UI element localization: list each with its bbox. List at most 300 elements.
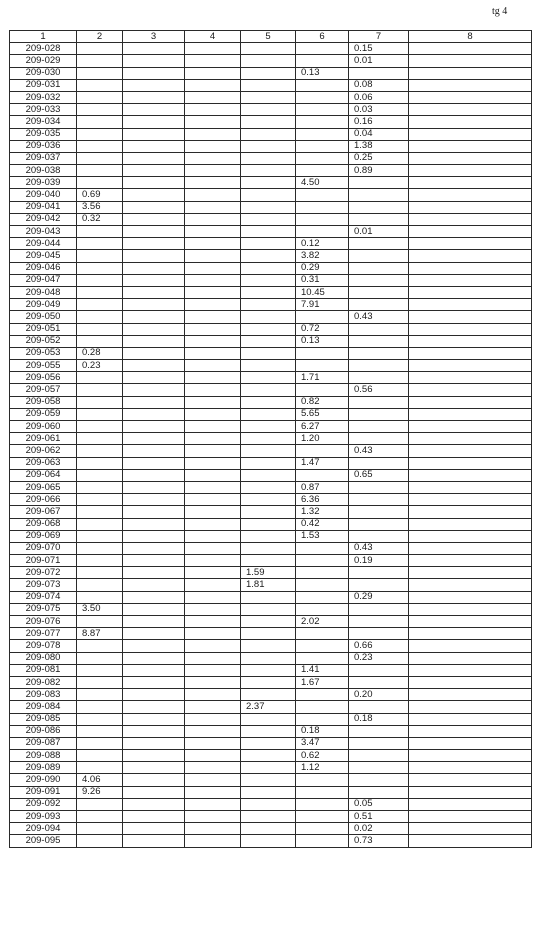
value-cell	[123, 481, 185, 493]
value-cell	[123, 104, 185, 116]
value-cell	[123, 286, 185, 298]
value-cell	[409, 445, 532, 457]
value-cell	[241, 591, 296, 603]
table-row	[10, 798, 532, 810]
row-id-cell: 209-066	[10, 494, 77, 506]
table-row	[10, 689, 532, 701]
table-row	[10, 347, 532, 359]
value-cell: 0.13	[296, 67, 349, 79]
table-row	[10, 396, 532, 408]
value-cell	[296, 213, 349, 225]
table-row	[10, 628, 532, 640]
value-cell	[123, 676, 185, 688]
value-cell	[77, 140, 123, 152]
value-cell	[185, 140, 241, 152]
value-cell	[349, 213, 409, 225]
value-cell	[241, 360, 296, 372]
table-row	[10, 603, 532, 615]
value-cell: 0.13	[296, 335, 349, 347]
value-cell	[77, 165, 123, 177]
table-row	[10, 640, 532, 652]
value-cell	[241, 469, 296, 481]
value-cell	[185, 835, 241, 847]
value-cell: 1.53	[296, 530, 349, 542]
value-cell	[185, 43, 241, 55]
value-cell: 0.73	[349, 835, 409, 847]
value-cell	[123, 725, 185, 737]
value-cell	[349, 506, 409, 518]
table-row	[10, 567, 532, 579]
value-cell	[77, 79, 123, 91]
value-cell	[241, 713, 296, 725]
row-id-cell: 209-046	[10, 262, 77, 274]
value-cell	[409, 713, 532, 725]
value-cell	[123, 591, 185, 603]
value-cell: 0.43	[349, 311, 409, 323]
value-cell	[349, 274, 409, 286]
header-row	[10, 31, 532, 43]
table-row	[10, 360, 532, 372]
value-cell	[241, 311, 296, 323]
value-cell	[296, 91, 349, 103]
value-cell	[123, 165, 185, 177]
value-cell	[185, 91, 241, 103]
value-cell: 0.62	[296, 750, 349, 762]
value-cell	[409, 274, 532, 286]
table-row	[10, 518, 532, 530]
value-cell	[77, 311, 123, 323]
value-cell	[185, 640, 241, 652]
value-cell	[241, 835, 296, 847]
value-cell	[296, 542, 349, 554]
value-cell	[77, 445, 123, 457]
value-cell	[123, 347, 185, 359]
value-cell	[296, 798, 349, 810]
table-row	[10, 67, 532, 79]
value-cell	[241, 725, 296, 737]
row-id-cell: 209-072	[10, 567, 77, 579]
value-cell	[296, 603, 349, 615]
column-header: 3	[123, 31, 185, 43]
value-cell	[185, 457, 241, 469]
value-cell	[409, 457, 532, 469]
value-cell	[296, 628, 349, 640]
value-cell	[296, 469, 349, 481]
row-id-cell: 209-057	[10, 384, 77, 396]
row-id-cell: 209-058	[10, 396, 77, 408]
value-cell	[241, 152, 296, 164]
table-row	[10, 384, 532, 396]
row-id-cell: 209-059	[10, 408, 77, 420]
table-row	[10, 91, 532, 103]
value-cell	[409, 640, 532, 652]
value-cell	[123, 640, 185, 652]
value-cell	[409, 676, 532, 688]
value-cell: 0.65	[349, 469, 409, 481]
value-cell	[409, 201, 532, 213]
value-cell	[409, 664, 532, 676]
value-cell	[409, 43, 532, 55]
value-cell: 0.04	[349, 128, 409, 140]
table-row	[10, 469, 532, 481]
value-cell	[296, 79, 349, 91]
row-id-cell: 209-055	[10, 360, 77, 372]
row-id-cell: 209-053	[10, 347, 77, 359]
value-cell	[349, 408, 409, 420]
value-cell: 0.72	[296, 323, 349, 335]
value-cell: 1.32	[296, 506, 349, 518]
row-id-cell: 209-094	[10, 823, 77, 835]
value-cell	[296, 774, 349, 786]
value-cell: 1.12	[296, 762, 349, 774]
value-cell: 5.65	[296, 408, 349, 420]
row-id-cell: 209-076	[10, 616, 77, 628]
value-cell	[77, 299, 123, 311]
value-cell	[77, 542, 123, 554]
value-cell	[241, 811, 296, 823]
table-row	[10, 457, 532, 469]
value-cell	[123, 542, 185, 554]
value-cell	[349, 262, 409, 274]
value-cell	[296, 786, 349, 798]
value-cell: 0.89	[349, 165, 409, 177]
value-cell	[241, 55, 296, 67]
table-row	[10, 128, 532, 140]
value-cell	[123, 323, 185, 335]
value-cell	[123, 506, 185, 518]
value-cell	[123, 152, 185, 164]
row-id-cell: 209-088	[10, 750, 77, 762]
value-cell	[185, 469, 241, 481]
value-cell	[77, 725, 123, 737]
value-cell	[409, 628, 532, 640]
value-cell	[123, 433, 185, 445]
value-cell: 2.37	[241, 701, 296, 713]
row-id-cell: 209-041	[10, 201, 77, 213]
value-cell	[409, 616, 532, 628]
value-cell	[185, 396, 241, 408]
value-cell	[409, 421, 532, 433]
value-cell	[241, 616, 296, 628]
value-cell	[77, 762, 123, 774]
value-cell	[241, 335, 296, 347]
row-id-cell: 209-064	[10, 469, 77, 481]
table-row	[10, 55, 532, 67]
value-cell	[185, 481, 241, 493]
value-cell	[185, 676, 241, 688]
value-cell	[349, 421, 409, 433]
value-cell	[77, 250, 123, 262]
table-row	[10, 201, 532, 213]
table-row	[10, 250, 532, 262]
value-cell	[123, 774, 185, 786]
row-id-cell: 209-040	[10, 189, 77, 201]
row-id-cell: 209-069	[10, 530, 77, 542]
value-cell	[296, 567, 349, 579]
value-cell	[349, 481, 409, 493]
value-cell: 0.18	[349, 713, 409, 725]
value-cell	[241, 177, 296, 189]
value-cell	[349, 676, 409, 688]
value-cell	[77, 616, 123, 628]
value-cell	[123, 811, 185, 823]
row-id-cell: 209-093	[10, 811, 77, 823]
row-id-cell: 209-090	[10, 774, 77, 786]
value-cell	[409, 165, 532, 177]
value-cell	[296, 347, 349, 359]
value-cell	[409, 104, 532, 116]
row-id-cell: 209-070	[10, 542, 77, 554]
value-cell	[241, 323, 296, 335]
row-id-cell: 209-029	[10, 55, 77, 67]
value-cell	[123, 737, 185, 749]
value-cell	[409, 542, 532, 554]
value-cell	[77, 567, 123, 579]
value-cell	[409, 238, 532, 250]
value-cell	[185, 518, 241, 530]
row-id-cell: 209-044	[10, 238, 77, 250]
value-cell: 1.71	[296, 372, 349, 384]
value-cell	[409, 408, 532, 420]
value-cell	[349, 177, 409, 189]
row-id-cell: 209-051	[10, 323, 77, 335]
value-cell: 9.26	[77, 786, 123, 798]
value-cell	[296, 445, 349, 457]
value-cell	[185, 177, 241, 189]
value-cell	[123, 226, 185, 238]
row-id-cell: 209-039	[10, 177, 77, 189]
value-cell	[349, 579, 409, 591]
value-cell	[185, 67, 241, 79]
row-id-cell: 209-042	[10, 213, 77, 225]
value-cell	[409, 360, 532, 372]
value-cell	[77, 323, 123, 335]
table-row	[10, 762, 532, 774]
value-cell	[409, 55, 532, 67]
value-cell	[77, 701, 123, 713]
value-cell: 3.82	[296, 250, 349, 262]
table-row	[10, 713, 532, 725]
value-cell	[349, 530, 409, 542]
value-cell	[185, 762, 241, 774]
value-cell	[409, 786, 532, 798]
value-cell	[77, 177, 123, 189]
value-cell	[349, 750, 409, 762]
value-cell	[123, 177, 185, 189]
value-cell	[296, 652, 349, 664]
value-cell	[409, 835, 532, 847]
table-row	[10, 530, 532, 542]
value-cell	[349, 238, 409, 250]
value-cell	[185, 445, 241, 457]
value-cell	[77, 652, 123, 664]
value-cell	[349, 286, 409, 298]
value-cell	[77, 408, 123, 420]
table-row	[10, 43, 532, 55]
value-cell: 3.50	[77, 603, 123, 615]
value-cell	[123, 262, 185, 274]
value-cell	[123, 530, 185, 542]
value-cell	[123, 189, 185, 201]
value-cell	[77, 518, 123, 530]
value-cell	[77, 128, 123, 140]
value-cell	[241, 628, 296, 640]
value-cell	[296, 201, 349, 213]
value-cell	[185, 299, 241, 311]
table-row	[10, 165, 532, 177]
value-cell	[185, 786, 241, 798]
value-cell	[77, 591, 123, 603]
value-cell	[409, 79, 532, 91]
value-cell	[241, 555, 296, 567]
page-label: tg 4	[492, 6, 508, 17]
value-cell	[241, 798, 296, 810]
table-row	[10, 421, 532, 433]
value-cell	[349, 737, 409, 749]
value-cell	[241, 518, 296, 530]
value-cell	[185, 55, 241, 67]
value-cell	[185, 725, 241, 737]
value-cell: 6.36	[296, 494, 349, 506]
value-cell	[123, 835, 185, 847]
column-header: 1	[10, 31, 77, 43]
value-cell	[123, 384, 185, 396]
row-id-cell: 209-095	[10, 835, 77, 847]
value-cell	[296, 43, 349, 55]
row-id-cell: 209-063	[10, 457, 77, 469]
value-cell	[241, 91, 296, 103]
value-cell	[77, 286, 123, 298]
value-cell	[185, 823, 241, 835]
value-cell	[123, 250, 185, 262]
value-cell	[185, 689, 241, 701]
table-row	[10, 506, 532, 518]
table-row	[10, 299, 532, 311]
value-cell	[349, 323, 409, 335]
value-cell: 0.42	[296, 518, 349, 530]
value-cell	[185, 542, 241, 554]
value-cell: 10.45	[296, 286, 349, 298]
row-id-cell: 209-091	[10, 786, 77, 798]
value-cell	[296, 811, 349, 823]
value-cell	[241, 530, 296, 542]
value-cell	[185, 616, 241, 628]
value-cell	[185, 335, 241, 347]
value-cell: 0.51	[349, 811, 409, 823]
value-cell	[123, 311, 185, 323]
value-cell: 1.81	[241, 579, 296, 591]
value-cell	[409, 323, 532, 335]
value-cell	[409, 811, 532, 823]
row-id-cell: 209-073	[10, 579, 77, 591]
value-cell	[241, 43, 296, 55]
value-cell: 0.23	[349, 652, 409, 664]
value-cell	[185, 262, 241, 274]
table-row	[10, 676, 532, 688]
value-cell: 0.20	[349, 689, 409, 701]
value-cell: 0.02	[349, 823, 409, 835]
value-cell	[123, 786, 185, 798]
value-cell: 0.69	[77, 189, 123, 201]
table-row	[10, 104, 532, 116]
value-cell	[409, 250, 532, 262]
value-cell: 0.23	[77, 360, 123, 372]
value-cell: 4.06	[77, 774, 123, 786]
value-cell	[241, 140, 296, 152]
value-cell: 7.91	[296, 299, 349, 311]
value-cell	[185, 713, 241, 725]
value-cell	[77, 811, 123, 823]
row-id-cell: 209-061	[10, 433, 77, 445]
value-cell	[349, 201, 409, 213]
value-cell	[241, 286, 296, 298]
value-cell: 0.01	[349, 226, 409, 238]
value-cell	[409, 774, 532, 786]
value-cell	[241, 762, 296, 774]
value-cell	[409, 347, 532, 359]
value-cell	[185, 408, 241, 420]
value-cell	[185, 421, 241, 433]
table-row	[10, 372, 532, 384]
value-cell	[409, 384, 532, 396]
value-cell	[409, 311, 532, 323]
value-cell	[77, 421, 123, 433]
row-id-cell: 209-081	[10, 664, 77, 676]
value-cell	[77, 494, 123, 506]
value-cell	[185, 506, 241, 518]
value-cell	[123, 408, 185, 420]
value-cell	[349, 518, 409, 530]
table-row	[10, 750, 532, 762]
table-row	[10, 725, 532, 737]
value-cell	[123, 750, 185, 762]
value-cell	[241, 823, 296, 835]
row-id-cell: 209-075	[10, 603, 77, 615]
value-cell	[296, 640, 349, 652]
table-row	[10, 737, 532, 749]
value-cell	[241, 238, 296, 250]
value-cell	[123, 652, 185, 664]
value-cell	[77, 506, 123, 518]
column-header: 5	[241, 31, 296, 43]
value-cell: 2.02	[296, 616, 349, 628]
row-id-cell: 209-028	[10, 43, 77, 55]
table-row	[10, 311, 532, 323]
table-row	[10, 445, 532, 457]
value-cell	[123, 457, 185, 469]
value-cell: 0.16	[349, 116, 409, 128]
row-id-cell: 209-074	[10, 591, 77, 603]
value-cell	[123, 79, 185, 91]
value-cell	[77, 262, 123, 274]
value-cell	[241, 347, 296, 359]
value-cell	[185, 701, 241, 713]
value-cell	[123, 603, 185, 615]
value-cell	[241, 676, 296, 688]
value-cell	[296, 128, 349, 140]
table-row	[10, 664, 532, 676]
value-cell	[185, 579, 241, 591]
value-cell	[409, 518, 532, 530]
value-cell: 1.59	[241, 567, 296, 579]
value-cell: 3.47	[296, 737, 349, 749]
value-cell	[296, 140, 349, 152]
value-cell	[185, 238, 241, 250]
value-cell: 0.25	[349, 152, 409, 164]
value-cell	[77, 579, 123, 591]
value-cell	[349, 603, 409, 615]
value-cell	[409, 128, 532, 140]
